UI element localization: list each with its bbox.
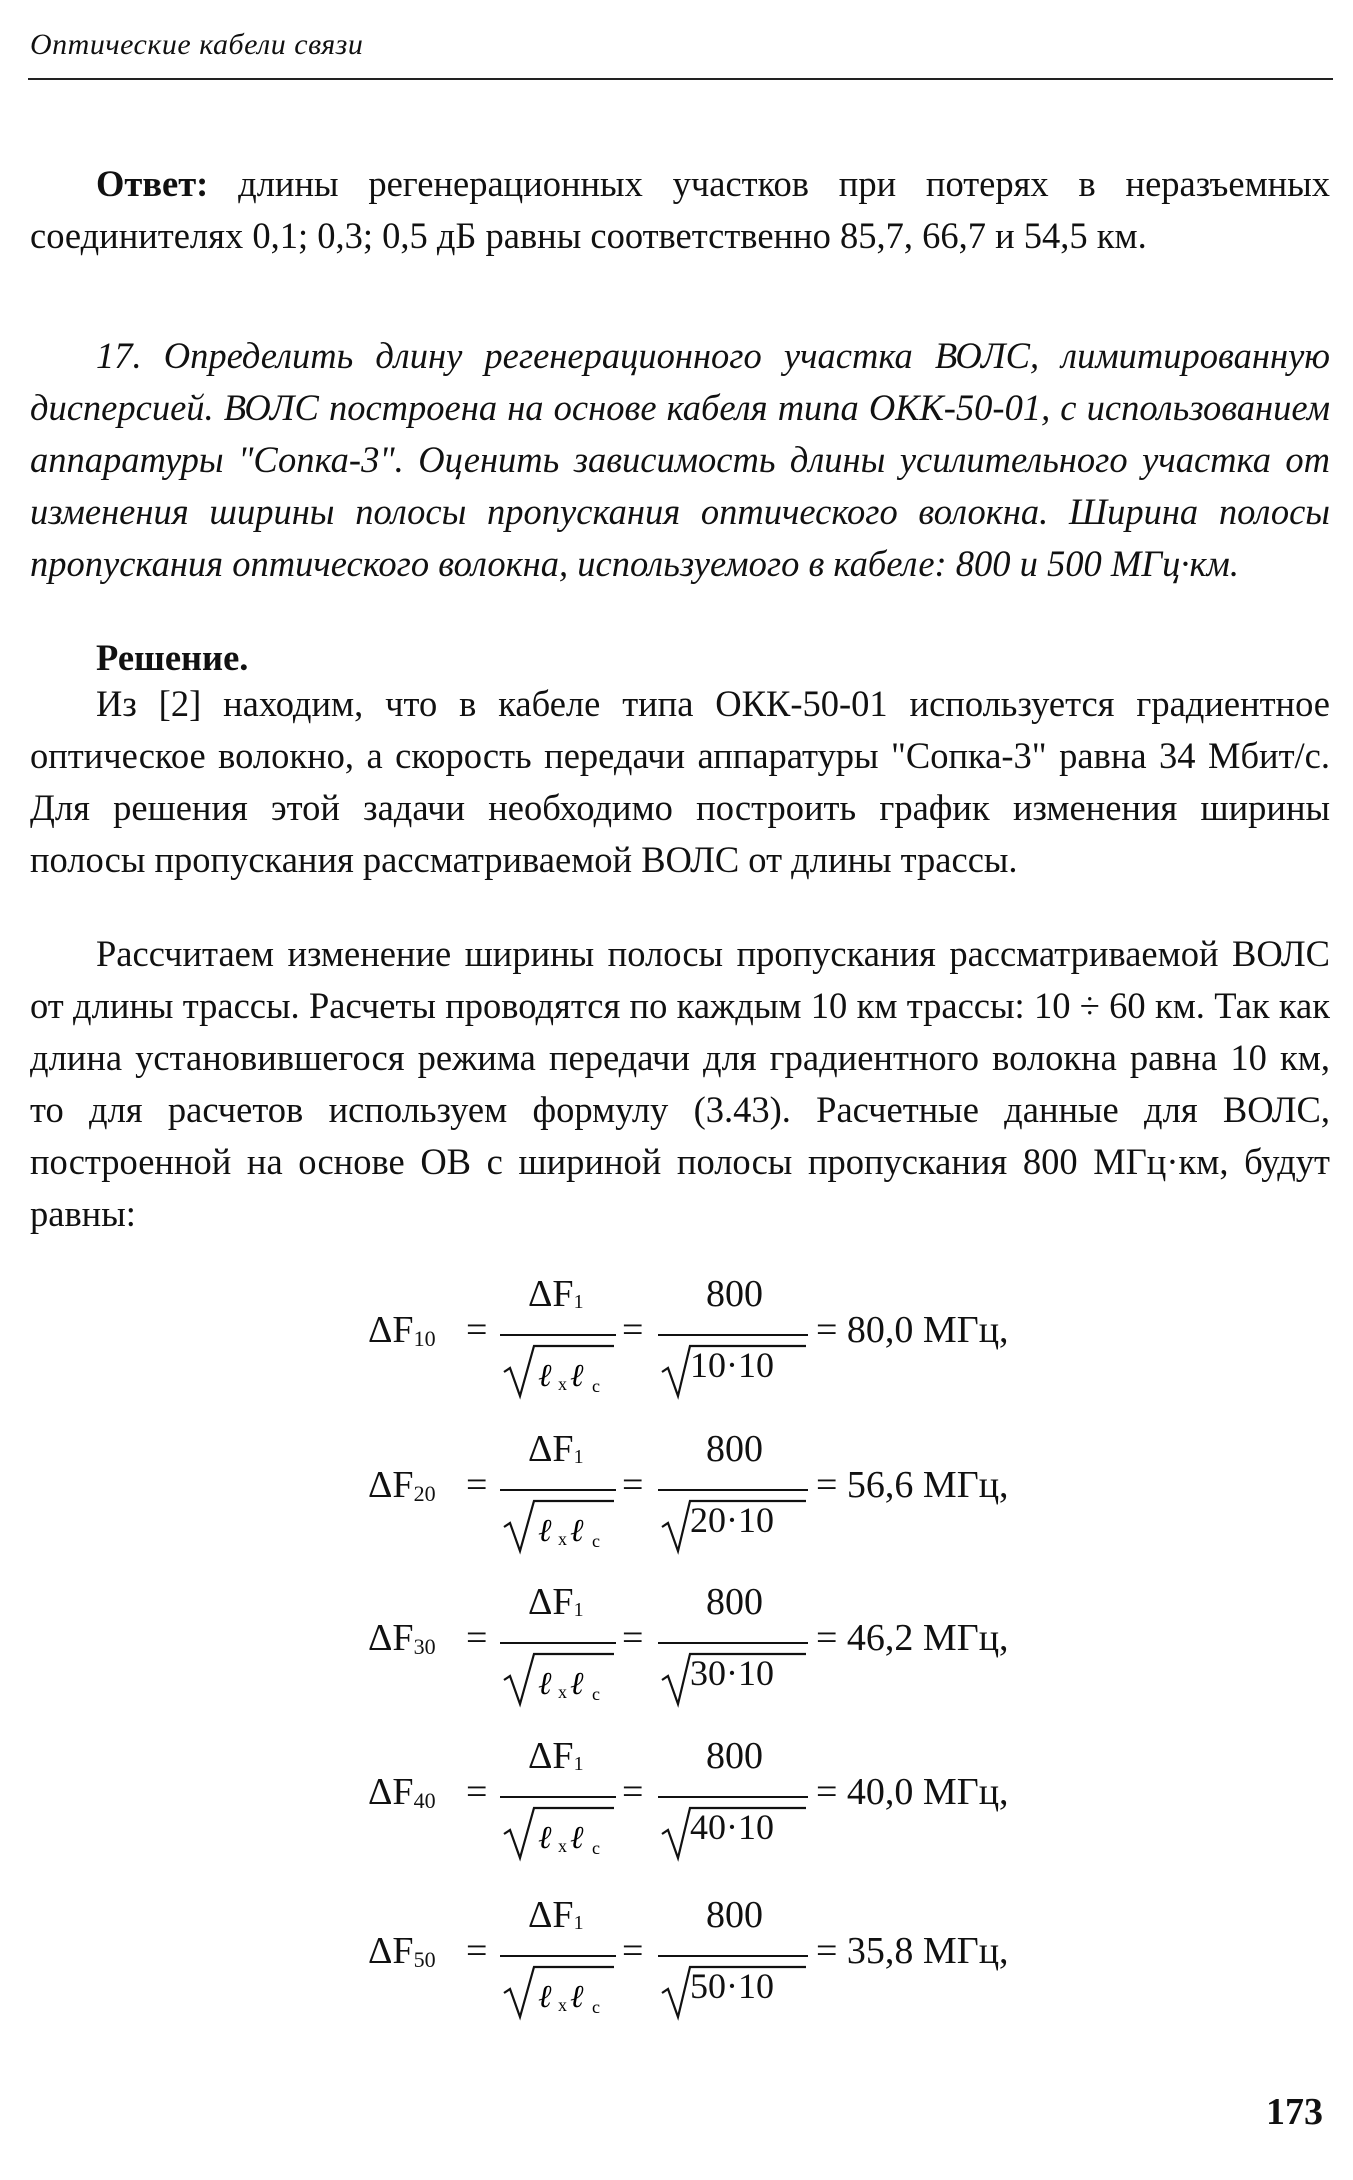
answer-paragraph (30, 158, 1330, 262)
sqrt-sign-icon (500, 1648, 616, 1706)
fraction-bar (500, 1334, 616, 1336)
symbolic-fraction (500, 1893, 616, 2023)
bandwidth-formula-5 (368, 1893, 1068, 2023)
equals-sign: = (466, 1617, 488, 1659)
numeric-denominator (658, 1648, 808, 1706)
running-head: Оптические кабели связи (30, 28, 364, 61)
bandwidth-formula-4 (368, 1734, 1068, 1864)
fraction-bar (658, 1642, 808, 1644)
numeric-radicand: 30·10 (690, 1653, 774, 1693)
svg-text:ℓ: ℓ (570, 1818, 584, 1856)
symbolic-denominator (500, 1648, 616, 1706)
fraction-bar (500, 1489, 616, 1491)
symbolic-fraction (500, 1427, 616, 1557)
fraction-bar (500, 1796, 616, 1798)
symbolic-denominator (500, 1802, 616, 1860)
formula-result: = 56,6 МГц, (816, 1464, 1009, 1506)
numeric-radicand: 20·10 (690, 1500, 774, 1540)
formula-lhs: $\Delta F_{20}$ (368, 1464, 436, 1506)
solution-heading: Решение. (96, 637, 249, 678)
svg-text:ℓ: ℓ (538, 1818, 552, 1856)
equals-sign: = (466, 1309, 488, 1351)
symbolic-numerator: $\Delta F_1$ (528, 1894, 584, 1936)
svg-text:ℓ: ℓ (538, 1664, 552, 1702)
fraction-bar (658, 1796, 808, 1798)
bandwidth-formula-1 (368, 1272, 1068, 1402)
formula-result: = 46,2 МГц, (816, 1617, 1009, 1659)
numeric-fraction (658, 1272, 808, 1402)
svg-text:c: c (592, 1376, 600, 1396)
symbolic-numerator: $\Delta F_1$ (528, 1428, 584, 1470)
solution-paragraph-2 (30, 928, 1330, 1240)
formula-lhs: $\Delta F_{10}$ (368, 1309, 436, 1351)
equals-sign: = (466, 1930, 488, 1972)
solution-paragraph-2-text: Рассчитаем изменение ширины полосы пропускания рассматриваемой ВОЛС от длины трассы. Расчеты проводятся по каждым 10 км трассы: 10 ÷ 60 км. Так как длина установившегося режима передачи для градиентного волокна равна 10 км, то для расчетов используем формулу (3.43). Расчетные данные для ВОЛС, построенной на основе ОВ с шириной полосы пропускания 800 МГц·км, будут равны: (30, 933, 1330, 1234)
symbolic-denominator (500, 1340, 616, 1398)
numeric-numerator: 800 (706, 1735, 763, 1777)
svg-text:x: x (558, 1529, 567, 1549)
symbolic-numerator: $\Delta F_1$ (528, 1581, 584, 1623)
svg-text:ℓ: ℓ (538, 1977, 552, 2015)
formula-result: = 40,0 МГц, (816, 1771, 1009, 1813)
svg-text:x: x (558, 1374, 567, 1394)
formula-result: = 80,0 МГц, (816, 1309, 1009, 1351)
svg-text:x: x (558, 1836, 567, 1856)
header-rule (28, 78, 1333, 80)
equals-sign: = (622, 1464, 644, 1506)
numeric-fraction (658, 1427, 808, 1557)
fraction-bar (500, 1955, 616, 1957)
svg-text:ℓ: ℓ (570, 1977, 584, 2015)
numeric-fraction (658, 1734, 808, 1864)
equals-sign: = (466, 1464, 488, 1506)
symbolic-fraction (500, 1272, 616, 1402)
numeric-denominator (658, 1340, 808, 1398)
formula-lhs: $\Delta F_{40}$ (368, 1771, 436, 1813)
svg-text:ℓ: ℓ (538, 1356, 552, 1394)
fraction-bar (658, 1955, 808, 1957)
svg-text:c: c (592, 1997, 600, 2017)
symbolic-denominator (500, 1495, 616, 1553)
symbolic-numerator: $\Delta F_1$ (528, 1735, 584, 1777)
numeric-numerator: 800 (706, 1581, 763, 1623)
svg-text:ℓ: ℓ (570, 1664, 584, 1702)
numeric-denominator (658, 1961, 808, 2019)
solution-paragraph-1-text: Из [2] находим, что в кабеле типа ОКК-50-01 используется градиентное оптическое волокно, а скорость передачи аппаратуры "Сопка-3" равна 34 Мбит/с. Для решения этой задачи необходимо построить график изменения ширины полосы пропускания рассматриваемой ВОЛС от длины трассы. (30, 683, 1330, 880)
formula-lhs: $\Delta F_{30}$ (368, 1617, 436, 1659)
numeric-radicand: 50·10 (690, 1966, 774, 2006)
numeric-denominator (658, 1495, 808, 1553)
numeric-numerator: 800 (706, 1273, 763, 1315)
svg-text:c: c (592, 1838, 600, 1858)
page-number: 173 (1266, 2091, 1323, 2133)
svg-text:ℓ: ℓ (570, 1511, 584, 1549)
solution-paragraph-1 (30, 678, 1330, 886)
numeric-denominator (658, 1802, 808, 1860)
formula-lhs: $\Delta F_{50}$ (368, 1930, 436, 1972)
answer-text: длины регенерационных участков при потерях в неразъемных соединителях 0,1; 0,3; 0,5 дБ равны соответственно 85,7, 66,7 и 54,5 км. (30, 163, 1330, 256)
fraction-bar (658, 1334, 808, 1336)
sqrt-sign-icon (500, 1340, 616, 1398)
sqrt-sign-icon (500, 1802, 616, 1860)
numeric-radicand: 10·10 (690, 1345, 774, 1385)
svg-text:ℓ: ℓ (570, 1356, 584, 1394)
numeric-numerator: 800 (706, 1428, 763, 1470)
svg-text:ℓ: ℓ (538, 1511, 552, 1549)
symbolic-numerator: $\Delta F_1$ (528, 1273, 584, 1315)
sqrt-sign-icon (500, 1961, 616, 2019)
solution-heading-block (30, 632, 1330, 684)
numeric-fraction (658, 1893, 808, 2023)
numeric-radicand: 40·10 (690, 1807, 774, 1847)
sqrt-sign-icon (500, 1495, 616, 1553)
symbolic-fraction (500, 1734, 616, 1864)
fraction-bar (658, 1489, 808, 1491)
equals-sign: = (622, 1930, 644, 1972)
task-statement (30, 330, 1330, 590)
numeric-fraction (658, 1580, 808, 1710)
symbolic-fraction (500, 1580, 616, 1710)
task-text: 17. Определить длину регенерационного участка ВОЛС, лимитированную дисперсией. ВОЛС построена на основе кабеля типа ОКК-50-01, с использованием аппаратуры "Сопка-3". Оценить зависимость длины усилительного участка от изменения ширины полосы пропускания оптического волокна. Ширина полосы пропускания оптического волокна, используемого в кабеле: 800 и 500 МГц·км. (30, 335, 1330, 584)
equals-sign: = (466, 1771, 488, 1813)
svg-text:x: x (558, 1995, 567, 2015)
formula-result: = 35,8 МГц, (816, 1930, 1009, 1972)
bandwidth-formula-3 (368, 1580, 1068, 1710)
svg-text:x: x (558, 1682, 567, 1702)
numeric-numerator: 800 (706, 1894, 763, 1936)
equals-sign: = (622, 1771, 644, 1813)
bandwidth-formula-2 (368, 1427, 1068, 1557)
equals-sign: = (622, 1617, 644, 1659)
svg-text:c: c (592, 1531, 600, 1551)
equals-sign: = (622, 1309, 644, 1351)
svg-text:c: c (592, 1684, 600, 1704)
answer-label: Ответ: (96, 163, 209, 204)
fraction-bar (500, 1642, 616, 1644)
symbolic-denominator (500, 1961, 616, 2019)
